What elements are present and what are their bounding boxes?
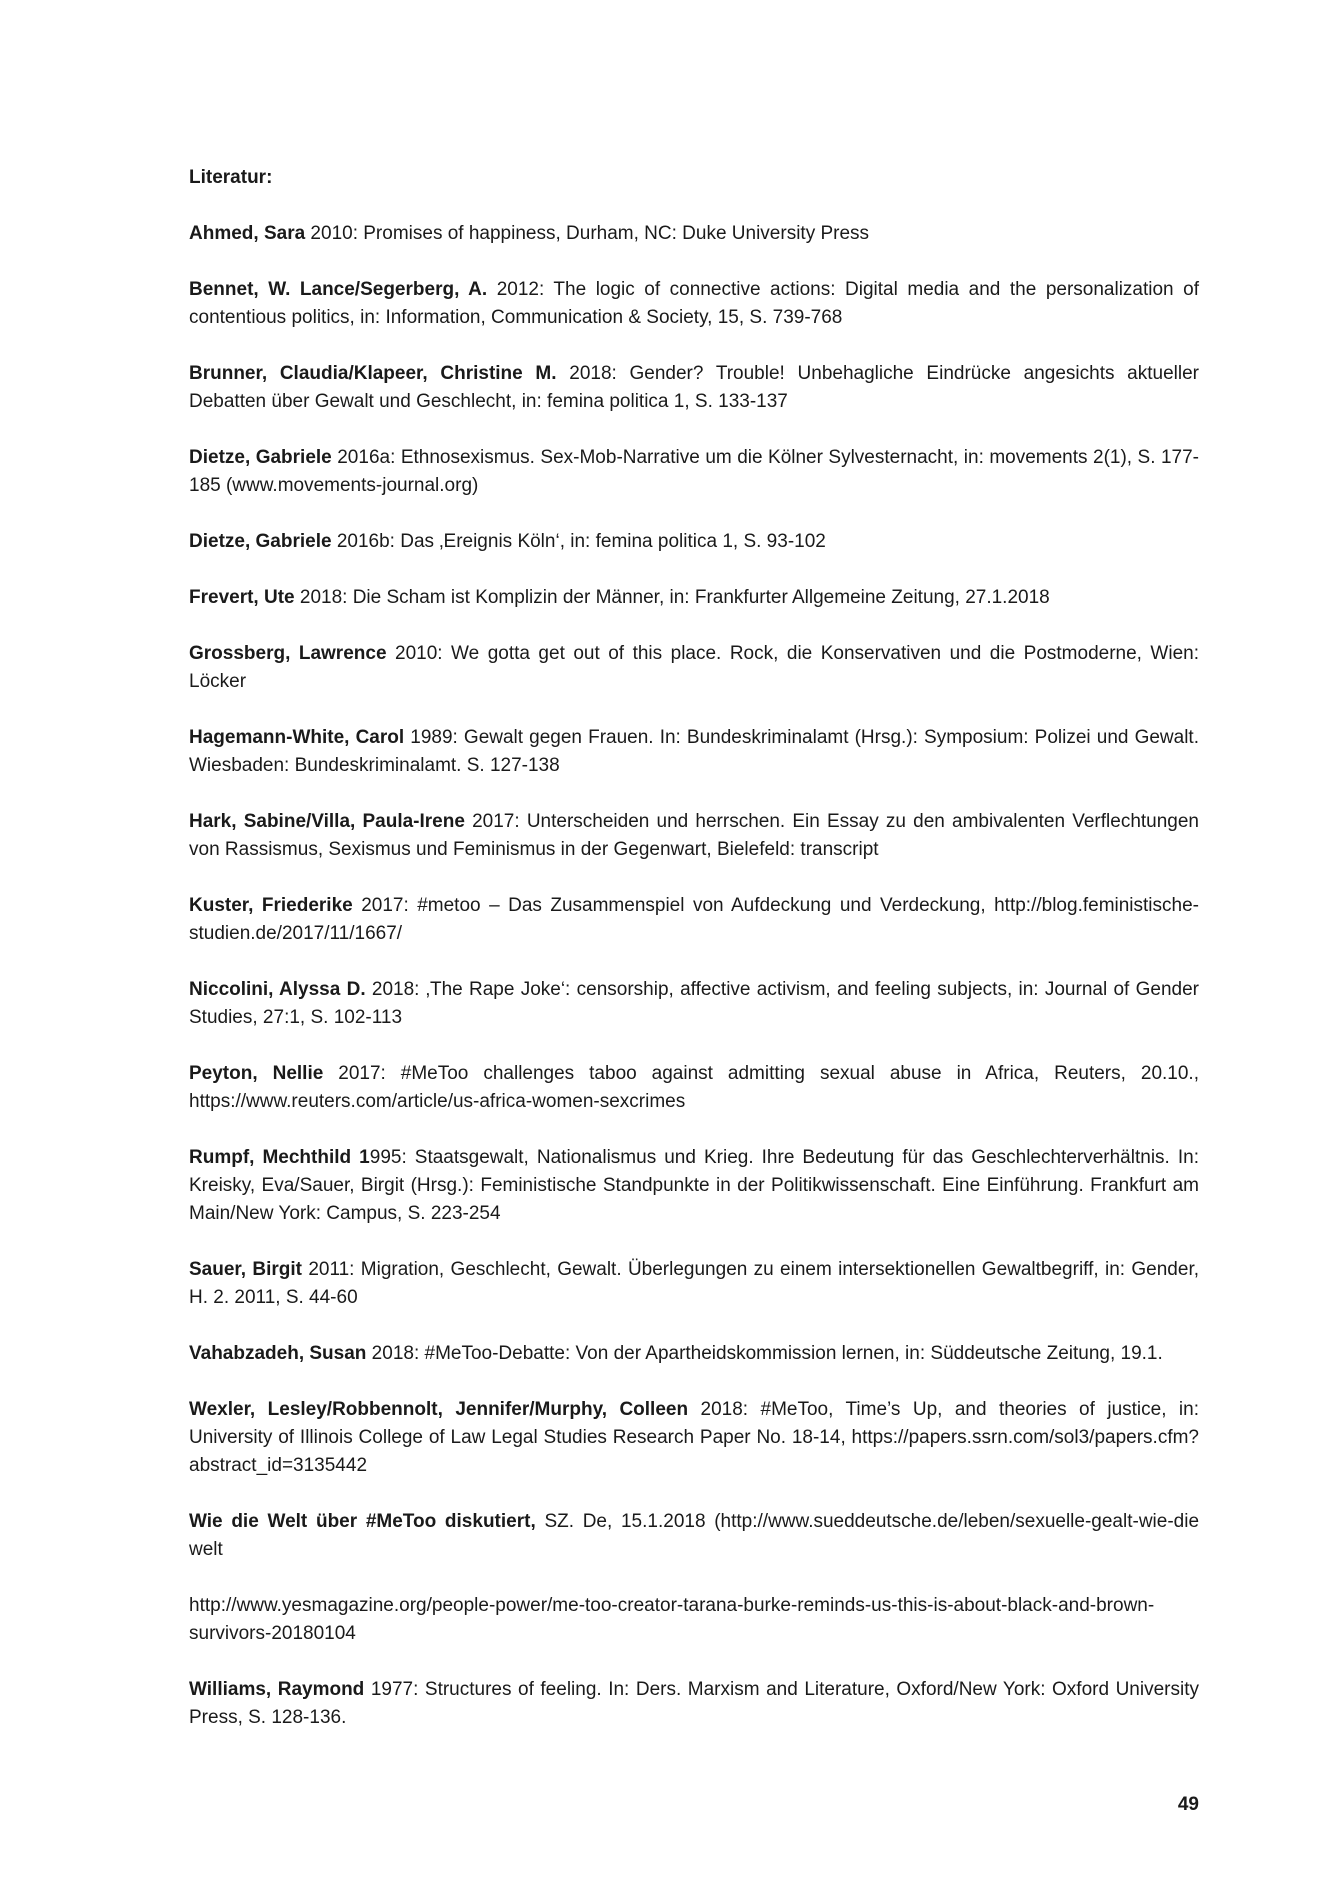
reference-entry: [189, 1144, 1199, 1228]
reference-author: Frevert, Ute: [189, 587, 295, 608]
reference-entry: [189, 1060, 1199, 1116]
reference-author: Sauer, Birgit: [189, 1259, 302, 1280]
reference-entry: [189, 528, 1199, 556]
reference-text: 2018: ‚The Rape Joke‘: censorship, affective activism, and feeling subjects, in: Journal of Gender Studies, 27:1, S. 102-113: [189, 979, 1199, 1028]
reference-entry: [189, 220, 1199, 248]
reference-author: Dietze, Gabriele: [189, 447, 332, 468]
reference-entry: [189, 1256, 1199, 1312]
reference-entry: [189, 584, 1199, 612]
reference-author: Vahabzadeh, Susan: [189, 1343, 367, 1364]
reference-text: 2016b: Das ‚Ereignis Köln‘, in: femina politica 1, S. 93-102: [331, 531, 826, 552]
reference-entry: [189, 1340, 1199, 1368]
reference-text: 2010: Promises of happiness, Durham, NC: Duke University Press: [305, 223, 870, 244]
reference-entry: [189, 276, 1199, 332]
reference-author: Brunner, Claudia/Klapeer, Christine M.: [189, 363, 557, 384]
reference-text: 2010: We gotta get out of this place. Rock, die Konservativen und die Postmoderne, Wien: Löcker: [189, 643, 1199, 692]
reference-text: 995: Staatsgewalt, Nationalismus und Krieg. Ihre Bedeutung für das Geschlechterverhältnis. In: Kreisky, Eva/Sauer, Birgit (Hrsg.): Feministische Standpunkte in der Politikwissenschaft. Eine Einführung. Frankfurt am Main/New York: Campus, S. 223-254: [189, 1147, 1199, 1224]
reference-author: Wexler, Lesley/Robbennolt, Jennifer/Murphy, Colleen: [189, 1399, 689, 1420]
reference-text: 2016a: Ethnosexismus. Sex-Mob-Narrative um die Kölner Sylvesternacht, in: movements 2(1), S. 177-185 (www.movements-journal.org): [189, 447, 1199, 496]
reference-entry: [189, 1396, 1199, 1480]
reference-entry: [189, 1592, 1199, 1648]
reference-author: Williams, Raymond: [189, 1679, 365, 1700]
reference-text: 2011: Migration, Geschlecht, Gewalt. Überlegungen zu einem intersektionellen Gewaltbegriff, in: Gender, H. 2. 2011, S. 44-60: [189, 1259, 1200, 1308]
reference-entry: [189, 1676, 1199, 1732]
reference-author: Dietze, Gabriele: [189, 531, 332, 552]
reference-author: Niccolini, Alyssa D.: [189, 979, 366, 1000]
reference-text: 1977: Structures of feeling. In: Ders. Marxism and Literature, Oxford/New York: Oxford University Press, S. 128-136.: [189, 1679, 1199, 1728]
reference-text: 2017: Unterscheiden und herrschen. Ein Essay zu den ambivalenten Verflechtungen von Rassismus, Sexismus und Feminismus in der Gegenwart, Bielefeld: transcript: [189, 811, 1200, 860]
bibliography-heading: Literatur:: [189, 167, 273, 188]
reference-text: 2018: Die Scham ist Komplizin der Männer, in: Frankfurter Allgemeine Zeitung, 27.1.2018: [294, 587, 1050, 608]
reference-author: Rumpf, Mechthild 1: [189, 1147, 370, 1168]
reference-author: Grossberg, Lawrence: [189, 643, 387, 664]
reference-entry: [189, 444, 1199, 500]
reference-author: Bennet, W. Lance/Segerberg, A.: [189, 279, 488, 300]
reference-entry: [189, 1508, 1199, 1564]
reference-entry: [189, 892, 1199, 948]
reference-author: Hagemann-White, Carol: [189, 727, 405, 748]
bibliography: [189, 164, 1199, 1760]
reference-text: SZ. De, 15.1.2018 (http://www.sueddeutsche.de/leben/sexuelle-gealt-wie-die welt: [189, 1511, 1200, 1560]
reference-entry: [189, 976, 1199, 1032]
reference-author: Peyton, Nellie: [189, 1063, 324, 1084]
reference-author: Hark, Sabine/Villa, Paula-Irene: [189, 811, 465, 832]
reference-entry: [189, 360, 1199, 416]
reference-text: 2018: Gender? Trouble! Unbehagliche Eindrücke angesichts aktueller Debatten über Gewalt und Geschlecht, in: femina politica 1, S. 133-137: [189, 363, 1199, 412]
reference-author: Wie die Welt über #MeToo diskutiert,: [189, 1511, 536, 1532]
reference-entry: [189, 640, 1199, 696]
reference-author: Ahmed, Sara: [189, 223, 306, 244]
page-number: 49: [1177, 1794, 1199, 1815]
reference-text: http://www.yesmagazine.org/people-power/me-too-creator-tarana-burke-reminds-us-this-is-about-black-and-brown-survivors-20180104: [189, 1595, 1155, 1644]
reference-text: 2018: #MeToo, Time’s Up, and theories of justice, in: University of Illinois College of Law Legal Studies Research Paper No. 18-14, https://papers.ssrn.com/sol3/papers.cfm?abstract_id=3135442: [189, 1399, 1200, 1476]
reference-text: 2018: #MeToo-Debatte: Von der Apartheidskommission lernen, in: Süddeutsche Zeitung, 19.1.: [366, 1343, 1163, 1364]
reference-text: 2012: The logic of connective actions: Digital media and the personalization of contentious politics, in: Information, Communication & Society, 15, S. 739-768: [189, 279, 1199, 328]
reference-entry: [189, 808, 1199, 864]
reference-entry: [189, 724, 1199, 780]
reference-text: 1989: Gewalt gegen Frauen. In: Bundeskriminalamt (Hrsg.): Symposium: Polizei und Gewalt. Wiesbaden: Bundeskriminalamt. S. 127-138: [189, 727, 1199, 776]
reference-author: Kuster, Friederike: [189, 895, 353, 916]
reference-text: 2017: #metoo – Das Zusammenspiel von Aufdeckung und Verdeckung, http://blog.feministische-studien.de/2017/11/1667/: [189, 895, 1199, 944]
reference-list: [189, 220, 1199, 1732]
reference-text: 2017: #MeToo challenges taboo against admitting sexual abuse in Africa, Reuters, 20.10., https://www.reuters.com/article/us-africa-women-sexcrimes: [189, 1063, 1199, 1112]
